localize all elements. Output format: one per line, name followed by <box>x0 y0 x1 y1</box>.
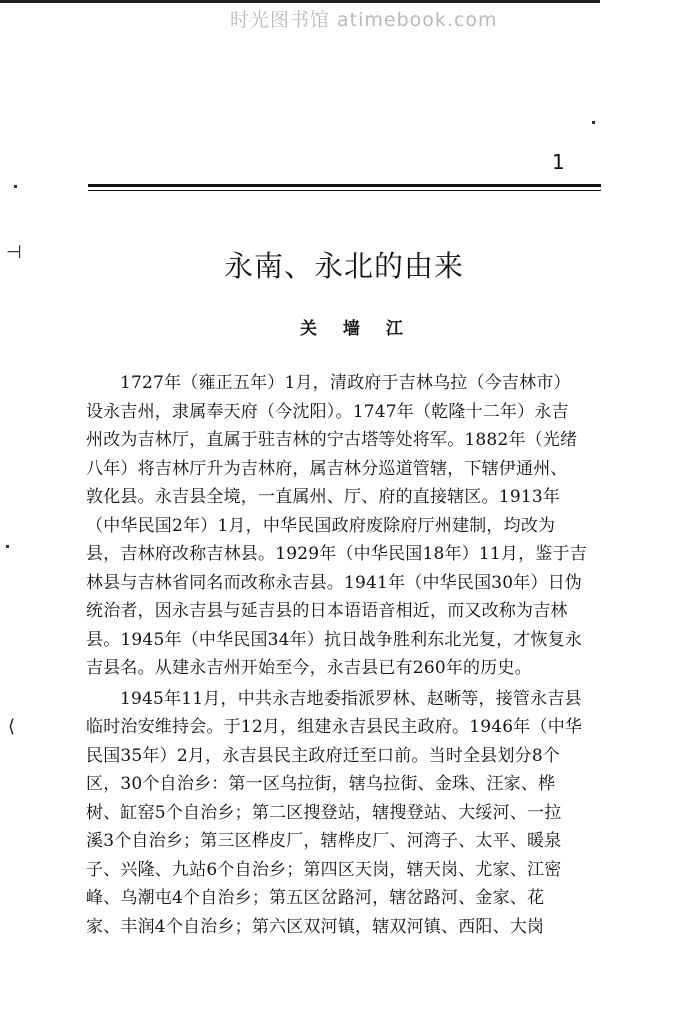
text-line: （中华民国2年）1月，中华民国政府废除府厅州建制，均改为 <box>86 515 556 536</box>
text-line: 1945年11月，中共永吉地委指派罗林、赵晰等，接管永吉县 <box>120 688 582 709</box>
page-number: 1 <box>552 150 565 174</box>
paragraph-2 <box>86 685 600 942</box>
text-line: 民国35年）2月，永吉县民主政府迁至口前。当时全县划分8个 <box>86 745 561 766</box>
header-rule <box>88 184 601 187</box>
text-line: 溪3个自治乡；第三区桦皮厂，辖桦皮厂、河湾子、太平、暖泉 <box>86 831 562 851</box>
text-line: 家、丰润4个自治乡；第六区双河镇，辖双河镇、西阳、大岗 <box>86 916 545 937</box>
text-line: 设永吉州，隶属奉天府（今沈阳）。1747年（乾隆十二年）永吉 <box>86 401 569 422</box>
article-title: 永南、永北的由来 <box>223 249 464 283</box>
top-scan-rule <box>0 0 600 3</box>
watermark: 时光图书馆 atimebook.com <box>230 9 498 31</box>
paragraph-1 <box>86 369 600 683</box>
text-line: 统治者，因永吉县与延吉县的日本语语音相近，而又改称为吉林 <box>86 601 568 621</box>
scan-speck <box>14 185 17 188</box>
text-line: 子、兴隆、九站6个自治乡；第四区天岗，辖天岗、尤家、江密 <box>86 859 562 880</box>
text-line: 县，吉林府改称吉林县。1929年（中华民国18年）11月，鉴于吉 <box>86 544 587 564</box>
text-line: 树、缸窑5个自治乡；第二区搜登站，辖搜登站、大绥河、一拉 <box>86 802 562 823</box>
text-line: 八年）将吉林厅升为吉林府，属吉林分巡道管辖，下辖伊通州、 <box>86 458 568 479</box>
header-rule-thin <box>88 190 601 191</box>
text-line: 区，30个自治乡：第一区乌拉街，辖乌拉街、金珠、汪家、桦 <box>86 774 556 794</box>
article-body <box>86 369 600 941</box>
text-line: 县。1945年（中华民国34年）抗日战争胜利东北光复，才恢复永 <box>86 629 583 650</box>
text-line: 林县与吉林省同名而改称永吉县。1941年（中华民国30年）日伪 <box>86 572 583 593</box>
text-line: 州改为吉林厅，直属于驻吉林的宁古塔等处将军。1882年（光绪 <box>86 430 578 450</box>
text-line: 敦化县。永吉县全境，一直属州、厅、府的直接辖区。1913年 <box>86 487 561 507</box>
scan-speck <box>592 121 595 124</box>
text-line: 临时治安维持会。于12月，组建永吉县民主政府。1946年（中华 <box>86 717 583 737</box>
text-line: 吉县名。从建永吉州开始至今，永吉县已有260年的历史。 <box>86 658 532 678</box>
scan-mark-arrow: ⊣ <box>6 242 22 263</box>
author-name: 关 墙 江 <box>300 319 413 339</box>
scan-mark-bracket: ⟨ <box>8 716 16 737</box>
text-line: 1727年（雍正五年）1月，清政府于吉林乌拉（今吉林市） <box>120 373 571 393</box>
scan-speck <box>6 545 9 548</box>
text-line: 峰、乌潮屯4个自治乡；第五区岔路河，辖岔路河、金家、花 <box>86 888 545 908</box>
